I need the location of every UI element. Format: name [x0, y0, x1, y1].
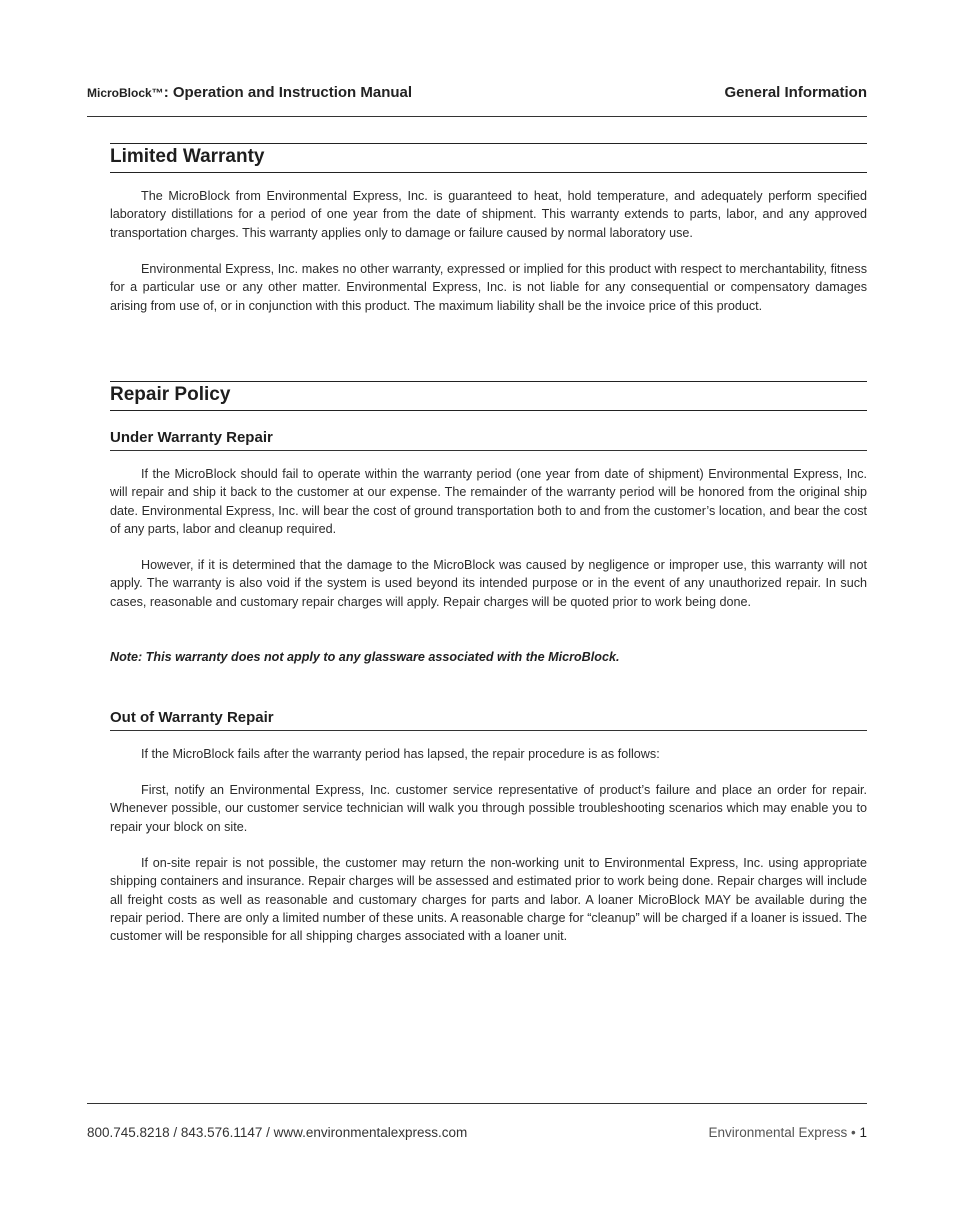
out-of-warranty-paragraph-2: First, notify an Environmental Express, Inc. customer service representative of product’s failure and place an order for repair. Whenever possible, our customer service technician will walk you through possible troubleshooting scenarios which may enable you to repair your block on site. [110, 783, 867, 834]
under-warranty-paragraph-2: However, if it is determined that the damage to the MicroBlock was caused by negligence or improper use, this warranty will not apply. The warranty is also void if the system is used beyond its intended purpose or in the event of any unauthorized repair. In such cases, reasonable and customary repair charges will apply. Repair charges will be quoted prior to work being done. [110, 558, 867, 609]
page-header [87, 84, 867, 117]
header-section-name: General Information [724, 84, 867, 101]
repair-policy-heading: Repair Policy [110, 381, 867, 411]
brand-name: MicroBlock™ [87, 86, 164, 100]
limited-warranty-paragraph-2: Environmental Express, Inc. makes no other warranty, expressed or implied for this product with respect to merchantability, fitness for a particular use or any other matter. Environmental Express, Inc. is not liable for any consequential or compensatory damages arising from use of, or in conjunction with this product. The maximum liability shall be the invoice price of this product. [110, 262, 867, 313]
manual-title [87, 84, 412, 101]
glassware-note: Note: This warranty does not apply to any glassware associated with the MicroBlock. [110, 650, 620, 664]
manual-title-text: : Operation and Instruction Manual [163, 84, 413, 101]
limited-warranty-paragraph-1: The MicroBlock from Environmental Express, Inc. is guaranteed to heat, hold temperature, and adequately perform specified laboratory distillations for a period of one year from the date of shipment. This warranty extends to parts, labor, and any approved transportation charges. This warranty applies only to damage or failure caused by normal laboratory use. [110, 189, 867, 240]
footer-separator: • [847, 1125, 860, 1140]
under-warranty-repair-heading: Under Warranty Repair [110, 428, 867, 451]
under-warranty-paragraph-1: If the MicroBlock should fail to operate within the warranty period (one year from date of shipment) Environmental Express, Inc. will repair and ship it back to the customer at our expense. The remainder of the warranty period will be honored from the original ship date. Environmental Express, Inc. will bear the cost of ground transportation both to and from the customer’s location, and bear the cost of any parts, labor and cleanup required. [110, 467, 867, 536]
out-of-warranty-paragraph-1: If the MicroBlock fails after the warranty period has lapsed, the repair procedure is as follows: [141, 747, 660, 761]
limited-warranty-heading: Limited Warranty [110, 143, 867, 173]
footer-page-info [708, 1125, 867, 1140]
out-of-warranty-repair-heading: Out of Warranty Repair [110, 708, 867, 731]
out-of-warranty-paragraph-3: If on-site repair is not possible, the customer may return the non-working unit to Environmental Express, Inc. using appropriate shipping containers and insurance. Repair charges will be assessed and estimated prior to work being done. Repair charges will include all freight costs as well as reasonable and customary charges for parts and labor. A loaner MicroBlock MAY be available during the repair period. There are only a limited number of these units. A reasonable charge for “cleanup” will be charged if a loaner is issued. The customer will be responsible for all shipping charges associated with a loaner unit. [110, 856, 867, 944]
footer-company: Environmental Express [708, 1125, 848, 1140]
page-number: 1 [859, 1125, 867, 1140]
page-footer [87, 1103, 867, 1140]
contact-info: 800.745.8218 / 843.576.1147 / www.environmentalexpress.com [87, 1125, 468, 1140]
